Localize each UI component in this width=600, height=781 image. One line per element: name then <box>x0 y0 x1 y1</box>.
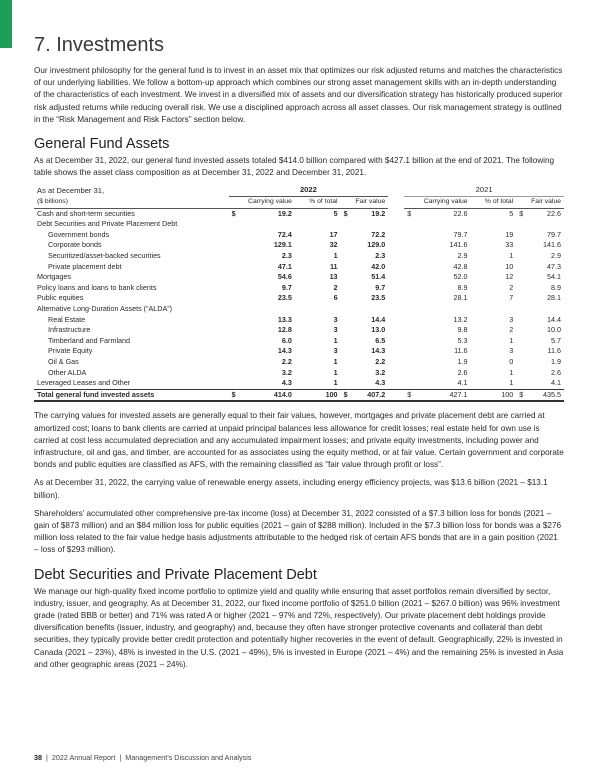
row-label: Oil & Gas <box>48 356 79 366</box>
section-accent-bar <box>0 0 12 48</box>
fair-value-2021: 47.3 <box>547 261 561 271</box>
table-row <box>34 208 564 219</box>
fair-value-2021: 2.9 <box>551 250 561 260</box>
row-label: Policy loans and loans to bank clients <box>37 282 157 292</box>
footer-section-name: Management’s Discussion and Analysis <box>125 753 252 762</box>
aoci-paragraph: Shareholders’ accumulated other comprehensive pre-tax income (loss) at December 31, 2022 consisted of a $7.3 billion loss for bonds (2021 – gain of $873 million) and an $84 million loss for public equities (2021 – gain of $288 million). Included in the $7.3 billion loss for bonds was a $276 million loss related to the fair value hedge basis adjustments attributable to the hedged risk of certain AFS bonds that are in a gain position (2021 – loss of $293 million). <box>34 508 562 555</box>
row-label: Other ALDA <box>48 367 87 377</box>
pct-of-total-2021: 2 <box>509 325 514 335</box>
col-fair-2021: Fair value <box>516 197 564 209</box>
fair-value-2022: 13.0 <box>371 325 386 335</box>
fair-value-2021: 28.1 <box>547 293 561 303</box>
page-footer <box>34 753 251 762</box>
fair-value-2022: 14.3 <box>371 346 386 356</box>
pct-of-total-2022: 3 <box>333 325 338 335</box>
table-row <box>34 336 564 347</box>
fair-value-2022: 2.2 <box>375 356 386 366</box>
carrying-value-2021: 5.3 <box>457 335 468 345</box>
fair-value-2022: $ 407.2 <box>341 389 389 401</box>
fair-value-2021: 11.6 <box>547 346 561 356</box>
pct-of-total-2022: 100 <box>295 389 341 401</box>
row-label: Government bonds <box>48 229 110 239</box>
carrying-value-2021: 42.8 <box>453 261 468 271</box>
fair-value-2022: 72.2 <box>371 229 386 239</box>
pct-of-total-2021: 0 <box>509 356 514 366</box>
table-row <box>34 325 564 336</box>
fair-value-2022: 129.0 <box>367 240 386 250</box>
carrying-values-paragraph: The carrying values for invested assets are generally equal to their fair values, however, mortgages and private placement debt are carried at amortized cost; loans to bank clients are carried at unpaid principal balances less allowance for credit losses; real estate held for own use is carried at cost less accumulated depreciation and any accumulated impairment losses; and private equity investments, including power and infrastructure, oil and gas, and timber, are accounted for as associates using the equity method, or at fair value. Certain government and corporate bonds and public equities are classified as AFS, with the remaining classified as “fair value through profit or loss”. <box>34 411 564 470</box>
table-caption-line1: As at December 31, <box>37 185 105 195</box>
carrying-value-2021: 52.0 <box>453 272 468 282</box>
carrying-value-2022: $ 414.0 <box>229 389 295 401</box>
pct-of-total-2021: 12 <box>505 272 514 282</box>
pct-of-total-2021: 19 <box>505 229 514 239</box>
row-label: Public equities <box>37 293 84 303</box>
table-year-row <box>34 185 564 196</box>
general-fund-paragraph: As at December 31, 2022, our general fund invested assets totaled $414.0 billion compared with $427.1 billion at the end of 2021. The following table shows the asset class composition as at December 31, 2022 and December 31, 2021. <box>34 156 555 178</box>
row-label: Leveraged Leases and Other <box>37 378 131 388</box>
pct-of-total-2021: 1 <box>509 250 514 260</box>
fair-value-2021: 4.1 <box>551 378 561 388</box>
col-carrying-2022: Carrying value <box>229 197 295 209</box>
carrying-value-2022: 6.0 <box>281 335 292 345</box>
fair-value-2022: 3.2 <box>375 367 386 377</box>
currency-symbol: $ <box>519 389 524 399</box>
fair-value-2022: 14.4 <box>371 314 386 324</box>
carrying-value-2022: 3.2 <box>281 367 292 377</box>
carrying-value-2021: 141.6 <box>449 240 468 250</box>
carrying-value-2022: 2.3 <box>281 250 292 260</box>
pct-of-total-2021: 3 <box>509 346 514 356</box>
page-number: 38 <box>34 753 42 762</box>
table-row <box>34 293 564 304</box>
currency-symbol: $ <box>407 208 412 218</box>
pct-of-total-2022: 17 <box>329 229 338 239</box>
pct-of-total-2022: 2 <box>333 282 338 292</box>
renewable-energy-paragraph: As at December 31, 2022, the carrying value of renewable energy assets, including energy efficiency projects, was $13.6 billion (2021 – $13.1 billion). <box>34 478 548 500</box>
fair-value-2022: $ 19.2 <box>343 208 386 218</box>
carrying-value-2021: 9.8 <box>457 325 468 335</box>
pct-of-total-2022: 3 <box>333 314 338 324</box>
carrying-value-2022: 23.5 <box>277 293 292 303</box>
row-label: Debt Securities and Private Placement Debt <box>37 219 178 229</box>
carrying-value-2021: 2.9 <box>457 250 468 260</box>
table-body <box>34 208 564 401</box>
asset-composition-table <box>34 185 564 402</box>
fair-value-2021: 79.7 <box>547 229 561 239</box>
table-row <box>34 315 564 326</box>
fair-value-2021: 10.0 <box>547 325 561 335</box>
pct-of-total-2021: 3 <box>509 314 514 324</box>
pct-of-total-2022: 13 <box>329 272 338 282</box>
pct-of-total-2021: 1 <box>509 378 514 388</box>
row-label: Private Equity <box>48 346 93 356</box>
table-row <box>34 304 564 315</box>
pct-of-total-2022: 3 <box>333 346 338 356</box>
pct-of-total-2021: 10 <box>505 261 514 271</box>
carrying-value-2021: 11.6 <box>454 346 468 356</box>
year-2021-header: 2021 <box>404 185 564 196</box>
carrying-value-2021: 8.9 <box>457 282 468 292</box>
pct-of-total-2021: 5 <box>509 208 514 218</box>
table-total-row <box>34 389 564 401</box>
currency-symbol: $ <box>343 208 348 218</box>
carrying-value-2022: 129.1 <box>273 240 292 250</box>
pct-of-total-2022: 6 <box>333 293 338 303</box>
footer-separator: | <box>46 753 48 762</box>
fair-value-2022: 4.3 <box>375 378 386 388</box>
fair-value-2022: 6.5 <box>375 335 386 345</box>
table-row <box>34 230 564 241</box>
general-fund-heading: General Fund Assets <box>34 136 170 153</box>
row-label: Total general fund invested assets <box>34 389 229 401</box>
table-row <box>34 346 564 357</box>
col-pct-2022: % of total <box>295 197 341 209</box>
col-carrying-2021: Carrying value <box>404 197 470 209</box>
carrying-value-2021: $ 427.1 <box>404 389 470 401</box>
table-row <box>34 378 564 389</box>
table-column-header-row <box>34 197 564 209</box>
table-row <box>34 283 564 294</box>
carrying-value-2022: 13.3 <box>277 314 292 324</box>
pct-of-total-2022: 1 <box>333 367 338 377</box>
pct-of-total-2021: 100 <box>471 389 517 401</box>
row-label: Cash and short-term securities <box>37 208 135 218</box>
table-row <box>34 368 564 379</box>
table-row <box>34 262 564 273</box>
carrying-value-2021: 4.1 <box>457 378 468 388</box>
pct-of-total-2022: 1 <box>333 335 338 345</box>
section-title: 7. Investments <box>34 34 165 56</box>
fair-value-2021: 54.1 <box>547 272 561 282</box>
carrying-value-2022: $ 19.2 <box>231 208 292 218</box>
fair-value-2021: 141.6 <box>543 240 561 250</box>
row-label: Alternative Long-Duration Assets (“ALDA”) <box>37 303 173 313</box>
currency-symbol: $ <box>231 208 236 218</box>
pct-of-total-2022: 1 <box>333 378 338 388</box>
pct-of-total-2022: 1 <box>333 356 338 366</box>
row-label: Private placement debt <box>48 261 122 271</box>
pct-of-total-2021: 1 <box>509 335 514 345</box>
footer-report-name: 2022 Annual Report <box>51 753 116 762</box>
pct-of-total-2022: 32 <box>329 240 338 250</box>
carrying-value-2021: 28.1 <box>453 293 468 303</box>
carrying-value-2022: 2.2 <box>281 356 292 366</box>
carrying-value-2021: 13.2 <box>453 314 468 324</box>
carrying-value-2022: 12.8 <box>277 325 292 335</box>
fair-value-2021: 14.4 <box>547 314 561 324</box>
fair-value-2021: 2.6 <box>551 367 561 377</box>
carrying-value-2021: 2.6 <box>457 367 468 377</box>
fair-value-2021: 1.9 <box>551 356 561 366</box>
pct-of-total-2022: 5 <box>333 208 338 218</box>
pct-of-total-2022: 1 <box>333 250 338 260</box>
carrying-value-2021: 79.7 <box>453 229 468 239</box>
row-label: Mortgages <box>37 272 71 282</box>
currency-symbol: $ <box>519 208 524 218</box>
pct-of-total-2021: 7 <box>509 293 514 303</box>
fair-value-2022: 42.0 <box>371 261 386 271</box>
carrying-value-2022: 4.3 <box>281 378 292 388</box>
table-row <box>34 272 564 283</box>
currency-symbol: $ <box>343 389 348 399</box>
debt-securities-paragraph: We manage our high-quality fixed income portfolio to optimize yield and quality while ensuring that asset portfolios remain diversified by sector, industry, issuer, and geography. As at December 31, 2022, our fixed income portfolio of $251.0 billion (2021 – $267.0 billion) was 96% investment grade (rated BBB or better) and 71% was rated A or higher (2021 – 97% and 72%, respectively). Our private placement debt holdings provide diversification benefits (issuer, industry, and geography) and, because they often have stronger protective covenants and collateral than debt securities, they typically provide better credit protection and potentially higher recoveries in the event of default. Geographically, 22% is invested in Canada (2021 – 23%), 48% is invested in the U.S. (2021 – 49%), 5% is invested in Europe (2021 – 4%) and the remaining 25% is invested in Asia and other geographic areas (2021 – 24%). <box>34 586 564 669</box>
table-row <box>34 357 564 368</box>
year-2022-header: 2022 <box>229 185 389 196</box>
row-label: Corporate bonds <box>48 240 102 250</box>
fair-value-2022: 23.5 <box>371 293 386 303</box>
col-pct-2021: % of total <box>471 197 517 209</box>
col-fair-2022: Fair value <box>341 197 389 209</box>
pct-of-total-2022: 11 <box>329 261 338 271</box>
fair-value-2022: 9.7 <box>375 282 386 292</box>
carrying-value-2022: 54.6 <box>277 272 292 282</box>
carrying-value-2022: 9.7 <box>281 282 292 292</box>
pct-of-total-2021: 33 <box>505 240 514 250</box>
table-row <box>34 251 564 262</box>
carrying-value-2022: 47.1 <box>277 261 292 271</box>
currency-symbol: $ <box>407 389 412 399</box>
fair-value-2021: $ 435.5 <box>516 389 564 401</box>
carrying-value-2022: 14.3 <box>277 346 292 356</box>
fair-value-2021: $ 22.6 <box>519 208 561 218</box>
fair-value-2022: 51.4 <box>371 272 386 282</box>
page-content <box>34 34 564 677</box>
pct-of-total-2021: 1 <box>509 367 514 377</box>
fair-value-2022: 2.3 <box>375 250 386 260</box>
intro-paragraph: Our investment philosophy for the general fund is to invest in an asset mix that optimizes our risk adjusted returns and matches the characteristics of our underlying liabilities. We follow a bottom-up approach which combines our strong asset management skills with an in-depth understanding of the characteristics of each investment. We invest in a diversified mix of assets and our diversification strategy has historically produced superior risk adjusted returns while reducing overall risk. We use a disciplined approach across all asset classes. Our risk management strategy is outlined in the “Risk Management and Risk Factors” section below. <box>34 66 563 124</box>
row-label: Timberland and Farmland <box>48 335 131 345</box>
table-caption-line2: ($ billions) <box>34 197 229 209</box>
carrying-value-2021: 1.9 <box>457 356 468 366</box>
row-label: Real Estate <box>48 314 86 324</box>
row-label: Infrastructure <box>48 325 91 335</box>
fair-value-2021: 5.7 <box>551 335 561 345</box>
row-label: Securitized/asset-backed securities <box>48 250 161 260</box>
table-row <box>34 240 564 251</box>
footer-separator: | <box>119 753 122 762</box>
pct-of-total-2021: 2 <box>509 282 514 292</box>
carrying-value-2021: $ 22.6 <box>407 208 468 218</box>
table-row <box>34 219 564 230</box>
carrying-value-2022: 72.4 <box>277 229 292 239</box>
currency-symbol: $ <box>231 389 236 399</box>
fair-value-2021: 8.9 <box>551 282 561 292</box>
debt-securities-heading: Debt Securities and Private Placement Debt <box>34 566 317 583</box>
